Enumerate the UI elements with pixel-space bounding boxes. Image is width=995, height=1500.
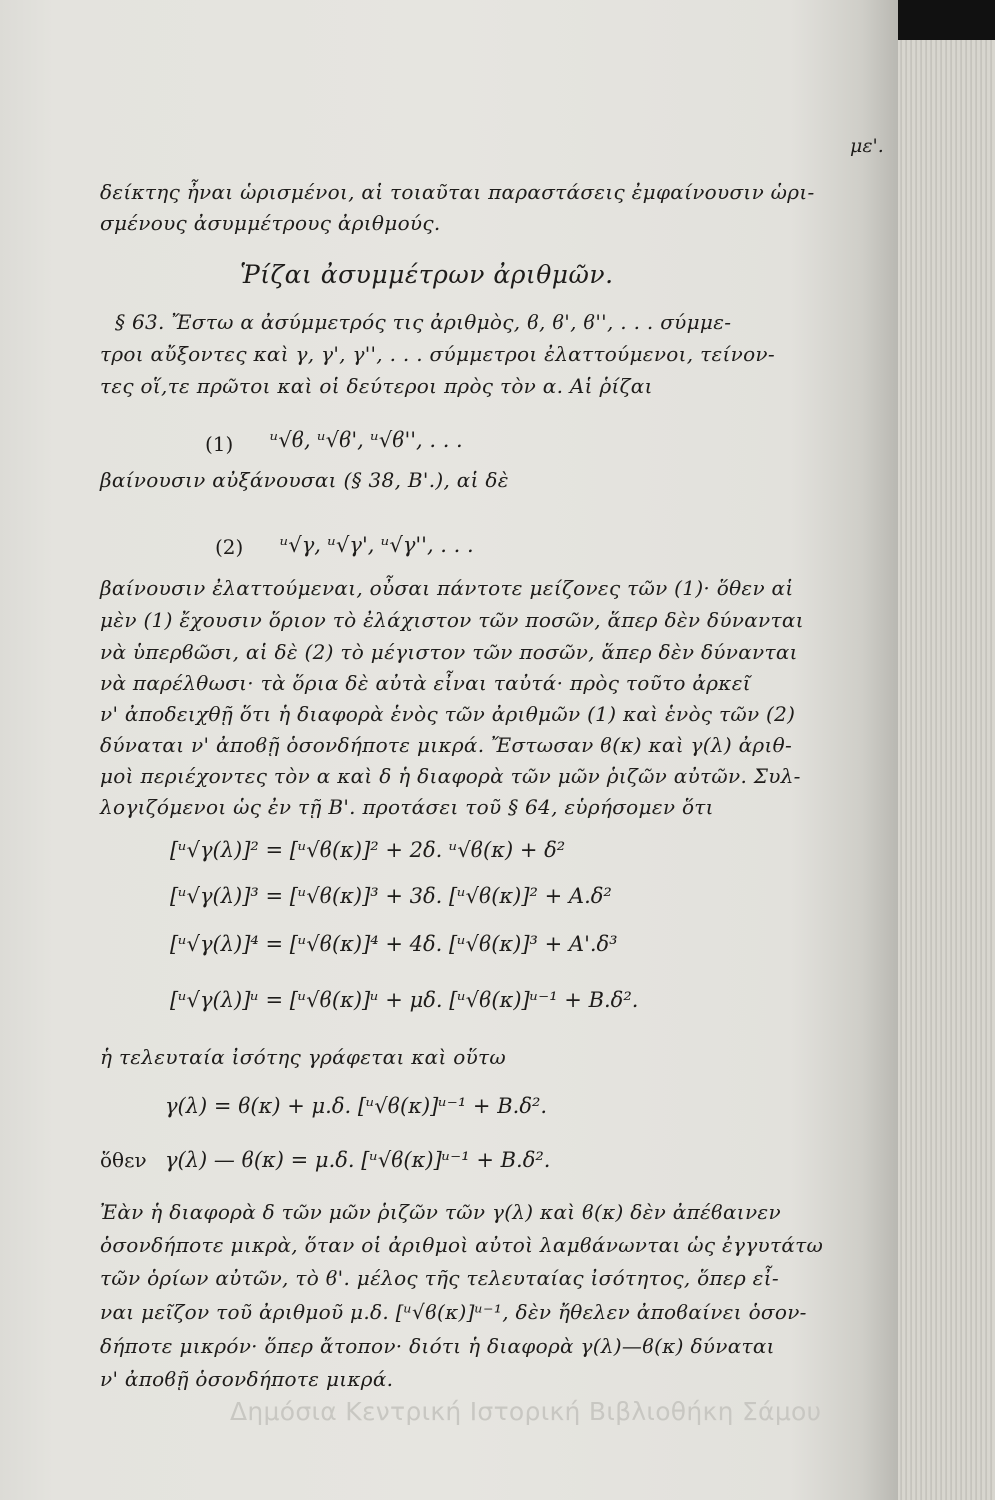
book-page-edges [898,0,995,1500]
final-eq-2: γ(λ) — ϐ(κ) = μ.δ. [ᵘ√ϐ(κ)]ᵘ⁻¹ + Β.δ². [165,1148,551,1172]
closing-line-4: ναι μεῖζον τοῦ ἀριθμοῦ μ.δ. [ᵘ√ϐ(κ)]ᵘ⁻¹, δὲν ἤθελεν ἀποϐαίνει ὁσον- [100,1300,807,1324]
closing-line-5: δήποτε μικρόν· ὅπερ ἄτοπον· διότι ἡ διαφορὰ γ(λ)—ϐ(κ) δύναται [100,1334,775,1358]
eq1-label: (1) [205,432,234,456]
body-line-1: βαίνουσιν ἐλαττούμεναι, οὖσαι πάντοτε μείζονες τῶν (1)· ὅθεν αἱ [100,576,794,600]
section-heading: Ῥίζαι ἀσυμμέτρων ἀριθμῶν. [240,260,614,289]
body-line-2: μὲν (1) ἔχουσιν ὅριον τὸ ἐλάχιστον τῶν ποσῶν, ἅπερ δὲν δύνανται [100,608,804,632]
section-line-3: τες οἵ,τε πρῶτοι καὶ οἱ δεύτεροι πρὸς τὸν α. Αἱ ῥίζαι [100,374,653,398]
eq2-body: ᵘ√γ, ᵘ√γ', ᵘ√γ'', . . . [280,533,474,557]
final-eq-2-label: ὅθεν [100,1148,147,1172]
intro-line-2: σμένους ἀσυμμέτρους ἀριθμούς. [100,211,441,235]
body-line-4: νὰ παρέλθωσι· τὰ ὅρια δὲ αὐτὰ εἶναι ταὐτά· πρὸς τοῦτο ἀρκεῖ [100,671,751,695]
body-line-5: ν' ἀποδειχθῇ ὅτι ἡ διαφορὰ ἑνὸς τῶν ἀριθμῶν (1) καὶ ἑνὸς τῶν (2) [100,702,796,726]
library-watermark: Δημόσια Κεντρική Ιστορική Βιβλιοθήκη Σάμου [230,1397,822,1426]
page-number: με'. [850,135,884,157]
closing-line-2: ὁσονδήποτε μικρὰ, ὅταν οἱ ἀριθμοὶ αὐτοὶ λαμϐάνωνται ὡς ἐγγυτάτω [100,1233,824,1257]
intro-line-1: δείκτης ἦναι ὡρισμένοι, αἱ τοιαῦται παραστάσεις ἐμφαίνουσιν ὡρι- [100,180,815,204]
final-eq-1: γ(λ) = ϐ(κ) + μ.δ. [ᵘ√ϐ(κ)]ᵘ⁻¹ + Β.δ². [165,1094,548,1118]
closing-line-6: ν' ἀποϐῇ ὁσονδήποτε μικρά. [100,1367,394,1391]
body-line-6: δύναται ν' ἀποϐῇ ὁσονδήποτε μικρά. Ἔστωσαν ϐ(κ) καὶ γ(λ) ἀριθ- [100,733,793,757]
body-line-3: νὰ ὑπερϐῶσι, αἱ δὲ (2) τὸ μέγιστον τῶν ποσῶν, ἅπερ δὲν δύνανται [100,640,798,664]
after-system-line: ἡ τελευταία ἰσότης γράφεται καὶ οὕτω [100,1045,507,1069]
eq2-label: (2) [215,535,244,559]
system-eq-1: [ᵘ√γ(λ)]² = [ᵘ√ϐ(κ)]² + 2δ. ᵘ√ϐ(κ) + δ² [170,838,566,862]
section-line-1: § 63. Ἔστω α ἀσύμμετρός τις ἀριθμὸς, ϐ, ϐ', ϐ'', . . . σύμμε- [115,310,732,334]
system-eq-4: [ᵘ√γ(λ)]ᵘ = [ᵘ√ϐ(κ)]ᵘ + μδ. [ᵘ√ϐ(κ)]ᵘ⁻¹ + Β.δ². [170,988,639,1012]
eq1-body: ᵘ√ϐ, ᵘ√ϐ', ᵘ√ϐ'', . . . [270,428,463,452]
closing-line-1: Ἐὰν ἡ διαφορὰ δ τῶν μῶν ῥιζῶν τῶν γ(λ) καὶ ϐ(κ) δὲν ἀπέϐαινεν [100,1200,781,1224]
closing-line-3: τῶν ὁρίων αὐτῶν, τὸ ϐ'. μέλος τῆς τελευταίας ἰσότητος, ὅπερ εἶ- [100,1266,779,1290]
mid-line-1: βαίνουσιν αὐξάνουσαι (§ 38, Β'.), αἱ δὲ [100,468,509,492]
body-line-8: λογιζόμενοι ὡς ἐν τῇ Β'. προτάσει τοῦ § 64, εὑρήσομεν ὅτι [100,795,714,819]
system-eq-3: [ᵘ√γ(λ)]⁴ = [ᵘ√ϐ(κ)]⁴ + 4δ. [ᵘ√ϐ(κ)]³ + Α'.δ³ [170,932,618,956]
section-line-2: τροι αὔξοντες καὶ γ, γ', γ'', . . . σύμμετροι ἐλαττούμενοι, τείνον- [100,342,775,366]
body-line-7: μοὶ περιέχοντες τὸν α καὶ δ ἡ διαφορὰ τῶν μῶν ῥιζῶν αὐτῶν. Συλ- [100,764,801,788]
system-eq-2: [ᵘ√γ(λ)]³ = [ᵘ√ϐ(κ)]³ + 3δ. [ᵘ√ϐ(κ)]² + Α.δ² [170,884,612,908]
